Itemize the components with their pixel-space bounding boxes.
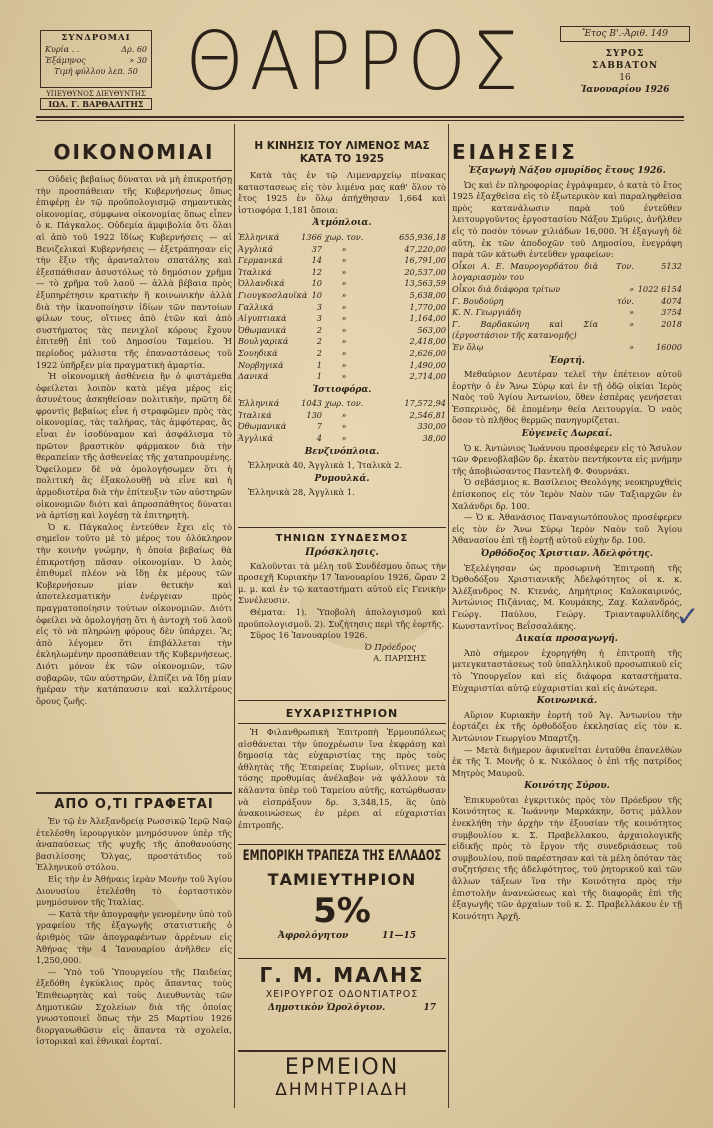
export-unit: » [628, 318, 634, 329]
rule [238, 527, 446, 528]
article-heading: ΕΙΔΗΣΕΙΣ [452, 140, 578, 164]
ship-unit: χωρ. τον. [324, 398, 364, 409]
editor-name: ΙΩΑ. Γ. ΒΑΡΘΑΛΙΤΗΣ [40, 98, 152, 110]
export-row [452, 284, 682, 296]
ad-hours: 11—15 [381, 931, 416, 941]
ship-flag: Γιουγκοσλαυϊκά [238, 289, 308, 300]
ship-count: 1043 [301, 398, 322, 409]
ship-count: 130 [306, 409, 322, 420]
export-tons: 1022 6154 [637, 283, 682, 294]
column-divider [234, 124, 235, 1108]
article-heading: ΑΠΟ Ο,ΤΙ ΓΡΑΦΕΤΑΙ [54, 797, 214, 812]
news-subheading: Κοινωνικά. [536, 696, 598, 707]
ship-count: 10 [311, 278, 322, 289]
ship-tonnage: 47,220,00 [404, 243, 446, 254]
column-news [452, 140, 682, 922]
ship-flag: Ἰταλικά [238, 409, 272, 420]
subscription-title: ΣΥΝΔΡΟΜΑΙ [61, 33, 131, 43]
ship-flag: Ἑλληνικά [238, 398, 280, 409]
ship-unit: » [341, 433, 347, 444]
dentist-name: Γ. Μ. ΜΑΛΗΣ [259, 963, 425, 987]
footer-ad-line1: ΕΡΜΕΙΟΝ [284, 1055, 400, 1080]
ship-tonnage: 38,00 [422, 433, 446, 444]
news-text: Ὁ σεβάσμιος κ. Βασίλειος Θεολόγης νεοκηρυχθεὶς ἐπίσκοπος εἰς τὸν Ἱερὸν Ναὸν τῶν Ταξιαρχῶν ἐν Χαλάνδρι δρ. 100. [452, 477, 682, 511]
export-tons: 3754 [661, 307, 682, 318]
ship-row [238, 398, 446, 410]
export-table [452, 261, 682, 354]
article-paragraph: Κατὰ τὰς ἐν τῷ Λιμεναρχείῳ πίνακας καταστασεως εἰς τὸν λιμένα μας καθ' ὅλον τὸ ἔτος 1925 ἐν ὅλῳ ἀπήχθησαν 1,664 καὶ ἱστιοφόρα 1,181 ὅποια: [238, 170, 446, 215]
ship-count: 1366 [301, 231, 322, 242]
news-subheading: Ἑορτή. [549, 355, 585, 366]
ship-tonnage: 2,418,00 [409, 336, 446, 347]
ship-tonnage: 5,638,00 [409, 289, 446, 300]
news-text: Μεθαύριον Δευτέραν τελεῖ τὴν ἐπέτειον αὐτοῦ ἑορτὴν ὁ ἐν Ἄνω Σύρῳ καὶ ἐν τῇ ὁδῷ οἰκίαι Ἱερὸς Ναὸς τοῦ Ἁγίου Ἀντωνίου, ὅθεν ἐσπέρας γενήσεται Ἑσπερινὸς, δὲ ἐπομένην θεία Λειτουργία. Ὁ ναὸς ὅσον τὸ πλῆθος θερμῶς πανηγυρίζεται. [452, 369, 682, 426]
ship-count: 14 [311, 255, 322, 266]
rule [36, 170, 232, 171]
news-text: — Μετὰ διήμερον ἀφικνεῖται ἐνταῦθα ἐπανελθὼν ἐκ τῆς Ἰ. Μονῆς ὁ κ. Νικόλαος ὁ ἐπὶ τῆς πατρίδος Μητρὸς Μαυροῦ. [452, 744, 682, 778]
rule [36, 792, 232, 794]
export-row [452, 261, 682, 284]
column-divider [448, 124, 449, 1108]
ship-flag: Σουηδικά [238, 347, 278, 358]
ship-unit: » [341, 409, 347, 420]
subscription-value: » 30 [129, 56, 147, 65]
section-label: Ἱστιοφόρα. [312, 384, 372, 395]
ship-tonnage: 16,791,00 [404, 255, 446, 266]
interest-rate: 5% [313, 891, 371, 931]
sailing-ship-table [238, 398, 446, 444]
ship-count: 2 [316, 347, 322, 358]
date-number: 16 [619, 73, 631, 83]
news-subheading: Εὐγενεῖς Δωρεαί. [521, 429, 613, 440]
news-subheading: Ὀρθόδοξος Χριστιαν. Ἀδελφότης. [481, 549, 653, 559]
notice-signature-role: Ὁ Πρόεδρος [364, 641, 416, 652]
ship-flag: Ἰταλικά [238, 266, 272, 277]
tugboats: Ἑλληνικὰ 28, Ἀγγλικὰ 1. [248, 487, 355, 498]
ship-unit: χωρ. τον. [324, 231, 364, 242]
masthead-rule [36, 116, 684, 118]
export-company: Οἶκοι διὰ διάφορα τρίτων [452, 283, 561, 294]
ship-row [238, 232, 446, 244]
news-text: Ἐξελέγησαν ὡς προσωρινὴ Ἐπιτροπὴ τῆς Ὀρθοδόξου Χριστιανικῆς Ἀδελφότητος οἱ κ. κ. Ἀλέξανδρος Ν. Κτενάς, Δημήτριος Καλοκαιρινός, Ἀντώνιος Πιζάνιας, Μ. Κουμάκης, Ζαχ. Καλανδρός, Γεώργ. Παύλου, Γεώργ. Τριανταφυλλίδης, Κωνσταντῖνος Βεΐσσαλάκης. [452, 562, 682, 631]
subscription-row [45, 55, 147, 66]
ship-flag: Ἀγγλικά [238, 243, 273, 254]
subscription-box [40, 30, 152, 88]
subscription-row [45, 44, 147, 55]
export-company: Γ. Βουδούρη [452, 295, 504, 306]
ship-unit: » [341, 289, 347, 300]
ship-count: 7 [316, 421, 322, 432]
ad-subheading: ΤΑΜΙΕΥΤΗΡΙΟΝ [267, 870, 417, 889]
bank-ad [238, 850, 446, 943]
ship-row [238, 290, 446, 302]
ship-row [238, 360, 446, 372]
ship-tonnage: 2,626,00 [409, 347, 446, 358]
ad-footer [238, 931, 446, 943]
ship-tonnage: 2,546,81 [409, 409, 446, 420]
section-label: Ρυμουλκά. [314, 473, 370, 484]
ship-unit: » [341, 301, 347, 312]
ship-unit: » [341, 359, 347, 370]
article-heading: Η ΚΙΝΗΣΙΣ ΤΟΥ ΛΙΜΕΝΟΣ ΜΑΣ ΚΑΤΑ ΤΟ 1925 [254, 140, 430, 165]
rule [238, 700, 446, 701]
ship-tonnage: 1,490,00 [409, 359, 446, 370]
ship-flag: Ἀγγλικά [238, 433, 273, 444]
ship-row [238, 348, 446, 360]
ship-unit: » [341, 336, 347, 347]
ship-row [238, 410, 446, 422]
dentist-ad [238, 962, 446, 1015]
ship-unit: » [341, 266, 347, 277]
export-company: Οἶκοι Α. Ε. Μαυρογορδάτου διὰ λογαριασμὸν του [452, 260, 598, 283]
ship-row [238, 313, 446, 325]
article-paragraph: — Κατὰ τὴν ἀπογραφὴν γενομένην ὑπὸ τοῦ γραφείου τῆς ἐξαγωγῆς στατιστικῆς ὁ ἀριθμὸς τῶν ἀπογραφέντων ἀρρένων εἰς Ἀθήνας τὴν 4 Ἰανουαρίου ἀνῆλθεν εἰς 1,250,000. [36, 908, 232, 966]
ship-unit: » [341, 278, 347, 289]
news-text: Ὁ κ. Ἀντώνιος Ἰωάννου προσέφερεν εἰς τὸ Ἄσυλον τῶν Φρενοβλαβῶν δρ. ἑκατὸν πεντήκοντα εἰς μνήμην τῆς ἀποβιώσαντος Παντελῆ Φ. Φουρνάκι. [452, 442, 682, 476]
notice-date: Σῦρος 16 Ἰανουαρίου 1926. [250, 630, 368, 641]
masthead-rule-thin [36, 120, 684, 121]
rule [238, 958, 446, 959]
section-label: Ἀτμόπλοια. [312, 218, 372, 229]
ship-count: 10 [311, 289, 322, 300]
steamship-table [238, 232, 446, 383]
rule [238, 723, 446, 724]
ship-unit: » [341, 324, 347, 335]
article-paragraph: Ἐν τῷ ἐν Ἀλεξανδρείᾳ Ρωσσικῷ Ἱερῷ Ναῷ ἐτελέσθη ἱερουργικὸν μνημόσυνον ὑπὲρ τῆς ἀναπαύσεως τῆς ψυχῆς τῆς ἀποθανούσης βασιλίσσης Ὄλγας, προστάτιδος τοῦ Ἑλληνικοῦ στόλου. [36, 816, 232, 873]
ship-flag: Ὀθωμανικά [238, 324, 287, 335]
dentist-address: Δημοτικὸν Ὡρολόγιον. [268, 1003, 386, 1013]
export-unit: τόν. [616, 295, 634, 306]
rule [238, 1050, 446, 1052]
ship-row [238, 433, 446, 445]
price-line: Τιμή φύλλου λεπ. 50 [54, 67, 138, 76]
section-label: Βενζινόπλοια. [304, 446, 380, 457]
ship-unit: » [341, 313, 347, 324]
petrol-boats: Ἑλληνικὰ 40, Ἀγγλικὰ 1, Ἰταλικὰ 2. [248, 460, 403, 471]
ship-count: 4 [316, 433, 322, 444]
news-text: Ὡς καὶ ἐν πληροφορίας ἐγράψαμεν, ὁ κατὰ τὸ ἔτος 1925 ἐξαχθεὶσα εἰς τὸ ἐξωτερικὸν καὶ παραληφθεὶσα πρὸς κατανάλωσιν παρὰ τοῦ ἐντεῦθεν λειτουργοῦντος ἐργοστασίου Νάξου Σμύρις, ἀνῆλθεν εἰς τὸ ποσὸν τόνων χιλιάδων 16,000. Ἡ ἐξαγωγὴ δὲ αὕτη, ἐκ τῶν ἀποδοχῶν τοῦ Δημοσίου, ἐνεγράφη παρὰ τῶν κάτωθι ἐντεῦθεν γραφείων: [452, 179, 682, 260]
column-news-briefs [36, 792, 232, 1048]
ship-row [238, 255, 446, 267]
news-subheading: Ἐξαγωγὴ Νάξου σμυρίδος ἔτους 1926. [468, 166, 666, 176]
ship-tonnage: 2,714,00 [409, 371, 446, 382]
export-row [452, 342, 682, 354]
ship-count: 3 [316, 301, 322, 312]
news-text: Ἐπικυροῦται ἐγκριτικὸς πρὸς τὸν Πρόεδρον τῆς Κοινότητος κ. Ἰωάννην Μαρκάκην, ὅστις μάλλον ἐνεκλήθη τὴν ἀρχὴν τὴν ἐξουσίαν τῆς κοινότητος συμβουλίου κ. Σ. Πραβελλακου, ἀρχαιολογικῆς εἰδικῆς πρὸς τὸ ἔργον τῆς συνεδριάσεως τοῦ συμβουλίου, ποῦ παρέστησαν καὶ τὰ μέλη ὁπόταν τὰς συζητήσεις τῆς ἀδελφότητος, τοῦ ῥητορικοῦ καὶ τῶν ἄλλων τάξεων ἵνα τὴν Κοινότητα πρὸς τὴν ἐπιστολὴν ἀνανεώσεως καὶ τῆς διαφορᾶς ἐπὶ τῆς ἐξαγωγῆς τῶν ἀρχαίων τοῦ κ. Σ. Πραβελλάκου ἐν τῇ Κοινότητι Ἀρχῆ. [452, 794, 682, 921]
export-row [452, 307, 682, 319]
ship-unit: » [341, 347, 347, 358]
notice-text: Καλοῦνται τὰ μέλη τοῦ Συνδέσμου ὅπως τὴν προσεχῆ Κυριακὴν 17 Ἰανουαρίου 1926, ὥραν 2 μ. μ. καὶ ἐν τῷ καταστήματι αὐτοῦ εἰς Γενικὴν Συνέλευσιν. [238, 560, 446, 606]
ship-flag: Δανικά [238, 371, 269, 382]
ship-tonnage: 655,936,18 [399, 231, 446, 242]
export-company: Ἐν ὅλῳ [452, 341, 484, 352]
ship-count: 3 [316, 313, 322, 324]
newspaper-title: ΘΑΡΡΟΣ [185, 15, 525, 109]
ship-count: 1 [316, 371, 322, 382]
article-paragraph: Ἡ οἰκονομικὴ ἀσθένεια ἣν ὁ φιστάμεθα ὀφείλεται λοιπὸν κατὰ μέγα μέρος εἰς ἀσυνέτους ἀσκηθείσαν πολιτικὴν, πρῶτη δὲ φροντὶς βεβαίως εἶνε ἡ στραφῶμεν πρὸς τὰς οἰκονομίας, τὰς ταλήρας, τὰς ἀμφότερας, ἃς εἶναι ἐν ἰσοδύναμον καὶ ἀσφάλισμα τὸ πρῶτον βραστικὸν φάρμακον διὰ τὴν θεραπείαν τῆς ἀσθενείας τῆς χαταπρουμένης. Ὀφείλομεν δὲ νὰ ὁμολογήσωμεν ὅτι ἡ πολιτικὴ ἂς ἐξακολουθῇ νὰ εἶνε καὶ ἡ ἀρμοδιοτέρα διὰ τὴν ἐπίτευξιν τῶν αὐστηρῶν οἰκονομιῶν διότι καὶ ἀπροσπάθητος δύναται νὰ ἀρτίσῃ καὶ λογέσῃ τὰ ἐπιτηρητὴ. [36, 371, 232, 521]
ship-count: 1 [316, 359, 322, 370]
thanks-notice [238, 707, 446, 831]
check-mark-icon: ✓ [676, 600, 700, 633]
dentist-number: 17 [423, 1003, 436, 1013]
ship-count: 37 [311, 243, 322, 254]
notice-topics: Θέματα: 1). Ὑποβολὴ ἀπολογισμοῦ καὶ προϋπολογισμοῦ. 2). Συζήτησις περὶ τῆς ἑορτῆς. [238, 606, 446, 629]
export-tons: 5132 [661, 260, 682, 271]
ship-row [238, 421, 446, 433]
article-paragraph: — Ὑπὸ τοῦ Ὑπουργείου τῆς Παιδείας ἐξεδόθη ἐγκύκλιος πρὸς ἅπαντας τοὺς Ἐπιθεωρητὰς καὶ τοὺς Διευθυντὰς τῶν Δημοτικῶν Σχολείων διὰ τῆς ὁποίας γνωστοποιεῖ ὅπως τὴν 25 Μαρτίου 1926 διοργανωθῶσιν εἰς ἅπαντα τὰ σχολεῖα, ἱστορικαὶ καὶ ἐθνικαὶ ἑορταί. [36, 966, 232, 1047]
subscription-label: Ἐξάμηνος [45, 56, 86, 65]
article-paragraph: Εἰς τὴν ἐν Ἀθήναις ἱερὰν Μονὴν τοῦ Ἁγίου Διονυσίου ἐτελέσθη τὸ ἑορταστικὸν μνημόσυνον τῆς Ἰταλίας. [36, 873, 232, 908]
ship-flag: Νορβηγικά [238, 359, 284, 370]
rule [238, 844, 446, 845]
ship-flag: Αἰγυπτιακά [238, 313, 287, 324]
notice-subheading: Πρόσκλησις. [305, 547, 379, 558]
ship-row [238, 336, 446, 348]
news-text: Ἀπὸ σήμερον ἐχορηγήθη ἡ ἐπιτροπὴ τῆς μετεγκαταστάσεως τοῦ ὑπαλληλικοῦ προσωπικοῦ εἰς τὸ Ὑπουργεῖον καὶ εἰς διάφορα καταστήματα. Εὐχαριστίαι αὐτῷ εὐχαριστίαι καὶ εἰς ἀνώτερα. [452, 647, 682, 693]
news-text: Αὔριον Κυριακὴν ἑορτὴ τοῦ Ἁγ. Ἀντωνίου τὴν ἑορτάζει ἐκ τῆς ὀρθοδόξου ἐκκλησίας εἰς τὸν κ. Ἀντώνιον Γεωργίου Μπαρτζη. [452, 709, 682, 743]
weekday: ΣΑΒΒΑΤΟΝ [591, 61, 659, 71]
news-subheading: Κοινότης Σύρου. [524, 781, 610, 792]
ad-note: Ἀφρολόγητον [278, 931, 349, 941]
export-tons: 2018 [661, 318, 682, 329]
ship-row [238, 325, 446, 337]
date-month: Ἰανουαρίου 1926 [580, 85, 670, 95]
news-subheading: Δικαία προσαγωγή. [516, 634, 618, 645]
export-unit: Τον. [616, 260, 634, 271]
ship-flag: Ἑλληνικά [238, 231, 280, 242]
ship-flag: Βουλγαρικά [238, 336, 289, 347]
ship-flag: Ὀθωμανικά [238, 421, 287, 432]
export-unit: » [628, 307, 634, 318]
export-unit: » [628, 283, 634, 294]
ship-row [238, 244, 446, 256]
ship-flag: Ὀλλανδικά [238, 278, 285, 289]
ship-unit: » [341, 421, 347, 432]
news-text: — Ὁ κ. Ἀθανάσιος Παναγιωτόπουλος προσέφερεν εἰς τὸν ἐν Ἄνω Σύρῳ Ἱερὸν Ναὸν τοῦ Ἁγίου Ἀθανασίου ἐπὶ τῇ ἑορτῇ αὐτοῦ εὐχὴν δρ. 100. [452, 512, 682, 546]
ship-tonnage: 1,164,00 [409, 313, 446, 324]
ship-count: 2 [316, 324, 322, 335]
export-unit: » [628, 341, 634, 352]
footer-ad-line2: ΔΗΜΗΤΡΙΑΔΗ [275, 1080, 409, 1100]
article-paragraph: Ὁ κ. Πάγκαλος ἐντεύθεν ἔχει εἰς τὸ σημεῖον τοῦτο μὲ τὸ μέρος του ὁλόκληρον τὴν κοινὴν γνώμην, ἡ ὁποία βεβαίως θὰ ἐπικροτήσῃ πᾶσαν οἰκονομίαν. Ὁ λαὸς ἐπιθυμεῖ πλέον νὰ ἴδῃ ἐκ μέρους τῶν Κυβερνήσεων μίαν θετικὴν καὶ ἀποτελεσματικὴν ἐνέργειαν πρὸς πραγματοποίησιν τούτων οἰκονομιῶν. Διότι ὀφείλει νὰ ὁμολογήσῃ ὅτι ἡ ἀντοχὴ τοῦ λαοῦ εἰς τὸ νὰ πληρώνῃ φόρους δὲν ὑπάρχει. Ἂς ἀπὸ λέγομεν ὅτι ἐπιβάλλεται τὴν ἐκληλωμένην προσπάθειαν τῆς Κυβερνήσεως. Διότι μόνον ἐκ τῶν οἰκονομιῶν, τῶν σοβαρῶν, τῶν αὐστηρῶν, ἐλπίζει νὰ ἴδῃ μίαν ἡμέραν τὴν κατάπαυσιν καὶ καλλιτέρους ὅρους ζωῆς. [36, 521, 232, 706]
export-tons: 4074 [661, 295, 682, 306]
notice-signature-name: Α. ΠΑΡΙΣΗΣ [373, 653, 426, 664]
ship-row [238, 302, 446, 314]
union-notice [238, 532, 446, 665]
editor-label: ΥΠΕΥΘΥΝΟΣ ΔΙΕΥΘΥΝΤΗΣ [46, 90, 146, 98]
ship-tonnage: 13,563,59 [404, 278, 446, 289]
ship-tonnage: 563,00 [417, 324, 446, 335]
notice-heading: ΤΗΝΙΩΝ ΣΥΝΔΕΣΜΟΣ [275, 533, 409, 544]
article-heading: ΟΙΚΟΝΟΜΙΑΙ [53, 140, 215, 164]
ship-count: 2 [316, 336, 322, 347]
ad-heading: ΕΜΠΟΡΙΚΗ ΤΡΑΠΕΖΑ ΤΗΣ ΕΛΛΑΔΟΣ [242, 848, 442, 865]
export-company: Γ. Βαρδακώνη καὶ Σία (ἐργοστάσιον τῆς κατανομῆς) [452, 318, 598, 341]
export-row [452, 296, 682, 308]
issue-info [560, 26, 690, 96]
column-economics [36, 140, 232, 707]
ship-row [238, 267, 446, 279]
ship-flag: Γαλλικά [238, 301, 274, 312]
subscription-value: Δρ. 60 [121, 45, 147, 54]
ship-tonnage: 330,00 [417, 421, 446, 432]
ship-unit: » [341, 243, 347, 254]
notice-text: Ἡ Φιλανθρωπικὴ Ἐπιτροπὴ Ἑρμουπόλεως αἰσθάνεται τὴν ὑποχρέωσιν ἵνα ἐκφράσῃ καὶ δημοσίᾳ τὰς εὐχαριστίας της πρὸς τοὺς ἀθλητὰς τῆς Ἑταιρείας Συρίων, οἵτινες μετὰ τόσης προθυμίας ἀνέλαβον νὰ ψάλλουν τὰ κάλαντα ὑπὲρ τοῦ Ταμείου αὐτῆς, κατώρθωσαν νὰ εἰσπράξουν δρ. 3,348,15, ἃς ὑπὸ ἀνακοινώσεως ἐν μέρει αἱ εὐχαριστίαι ἐπιτροπῆς. [238, 727, 446, 830]
subscription-label: Κυρία . . [45, 45, 80, 54]
ship-unit: » [341, 371, 347, 382]
ship-count: 12 [311, 266, 322, 277]
issue-number: Ἔτος Β'.-Ἀριθ. 149 [560, 26, 690, 42]
notice-heading: ΕΥΧΑΡΙΣΤΗΡΙΟΝ [285, 707, 399, 720]
ship-row [238, 371, 446, 383]
column-port-traffic [238, 140, 446, 499]
city: ΣΥΡΟΣ [605, 49, 645, 59]
ship-unit: » [341, 255, 347, 266]
export-company: Κ. Ν. Γεωργιάδη [452, 307, 521, 318]
ship-tonnage: 1,770,00 [409, 301, 446, 312]
ship-tonnage: 20,537,00 [404, 266, 446, 277]
export-tons: 16000 [655, 341, 682, 352]
dentist-address-line [238, 1001, 446, 1015]
article-paragraph: Οὐδεὶς βεβαίως δύναται νὰ μὴ ἐπικροτήσῃ τὴν προσπάθειαν τῆς Κυβερνήσεως ὅπως ἐπιφέρῃ ἐν τῷ προϋπολογισμῷ σημαντικὰς οἰκονομίας, σύμφωνα οἰκονομίας ὅπως εἶπεν ὁ κ. Πάγκαλος. Οὐδεμία ἀμφιβολία ὅτι ὅλαι αἱ ἀπὸ τοῦ 1922 ἴδίως Κυβερνήσεις — αἱ Βενιζελικαὶ Κυβερνήσεις — ἐξετράπησαν εἰς τὴν ἕξιν τῆς ἀρανταλτου σπατάλης καὶ ἐξεσπάθισαν ἀσυστόλως τὸ δημόσιον χρῆμα — τὸ χρῆμα τοῦ λαοῦ — ἀλλὰ βέβαια πρὸς ἐξυπηρέτησιν κρατικὴν ἢ κοινωνικὴν ἀλλὰ διὰ τὴν ἱκανοποίησιν ἰδίων τῶν παντοίων φίλων τους, οἵτινες ἀπὸ ἐτῶν καὶ ἀπὸ συστήματος τὰς πενιχλοῖ κόρους ἔχουν ἐπιτεθῇ ἐπὶ τοῦ Δημοσίου Ταμείου. Ἡ περίοδος μάλιστα τῆς ἐπαναστάσεως τοῦ 1922 ὑπῆρξεν μία πραγματικὴ ἀμαρτία. [36, 174, 232, 370]
ship-row [238, 278, 446, 290]
ship-flag: Γερμανικά [238, 255, 283, 266]
export-row [452, 319, 682, 342]
dentist-title: ΧΕΙΡΟΥΡΓΟΣ ΟΔΟΝΤΙΑΤΡΟΣ [265, 989, 419, 1000]
ship-tonnage: 17,572,94 [404, 398, 446, 409]
